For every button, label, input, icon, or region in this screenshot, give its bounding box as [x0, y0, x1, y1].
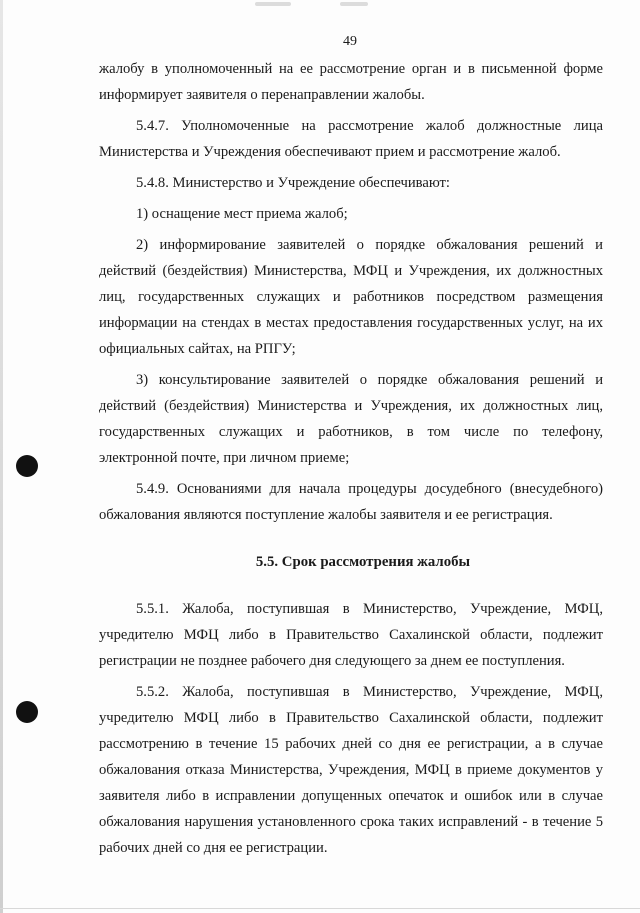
scan-edge — [0, 0, 3, 913]
paragraph-continuation: жалобу в уполномоченный на ее рассмотрение орган и в письменной форме информирует заявителя о перенаправлении жалобы. — [99, 61, 603, 103]
paragraph-5-5-2: 5.5.2. Жалоба, поступившая в Министерство, Учреждение, МФЦ, учредителю МФЦ либо в Правительство Сахалинской области, подлежит рассмотрению в течение 15 рабочих дней со дня ее регистрации, а в случае обжалования отказа Министерства, Учреждения, МФЦ в приеме документов у заявителя либо в исправлении допущенных опечаток и ошибок или в случае обжалования нарушения установленного срока таких исправлений - в течение 5 рабочих дней со дня ее регистрации. — [99, 684, 603, 856]
paragraph-5-5-1: 5.5.1. Жалоба, поступившая в Министерство, Учреждение, МФЦ, учредителю МФЦ либо в Правительство Сахалинской области, подлежит регистрации не позднее рабочего дня следующего за днем ее поступления. — [99, 601, 603, 669]
paragraph-5-4-8: 5.4.8. Министерство и Учреждение обеспечивают: — [136, 175, 450, 191]
binder-hole — [16, 455, 38, 477]
list-item-3: 3) консультирование заявителей о порядке обжалования решений и действий (бездействия) Министерства и Учреждения, их должностных лиц, государственных служащих и работников, в том числе по телефону, электронной почте, при личном приеме; — [99, 372, 603, 466]
scan-artifact — [340, 2, 368, 6]
page-number: 49 — [343, 34, 357, 49]
list-item-1: 1) оснащение мест приема жалоб; — [136, 206, 348, 222]
paragraph-5-4-7: 5.4.7. Уполномоченные на рассмотрение жалоб должностные лица Министерства и Учреждения обеспечивают прием и рассмотрение жалоб. — [99, 118, 603, 160]
document-body — [99, 56, 603, 866]
scan-artifact — [255, 2, 291, 6]
binder-hole — [16, 701, 38, 723]
scan-edge — [0, 908, 640, 909]
section-heading: 5.5. Срок рассмотрения жалобы — [255, 554, 471, 570]
paragraph-5-4-9: 5.4.9. Основаниями для начала процедуры досудебного (внесудебного) обжалования являются поступление жалобы заявителя и ее регистрация. — [99, 481, 603, 523]
list-item-2: 2) информирование заявителей о порядке обжалования решений и действий (бездействия) Министерства, МФЦ и Учреждения, их должностных лиц, государственных служащих и работников посредством размещения информации на стендах в местах предоставления государственных услуг, на их официальных сайтах, на РПГУ; — [99, 237, 603, 357]
